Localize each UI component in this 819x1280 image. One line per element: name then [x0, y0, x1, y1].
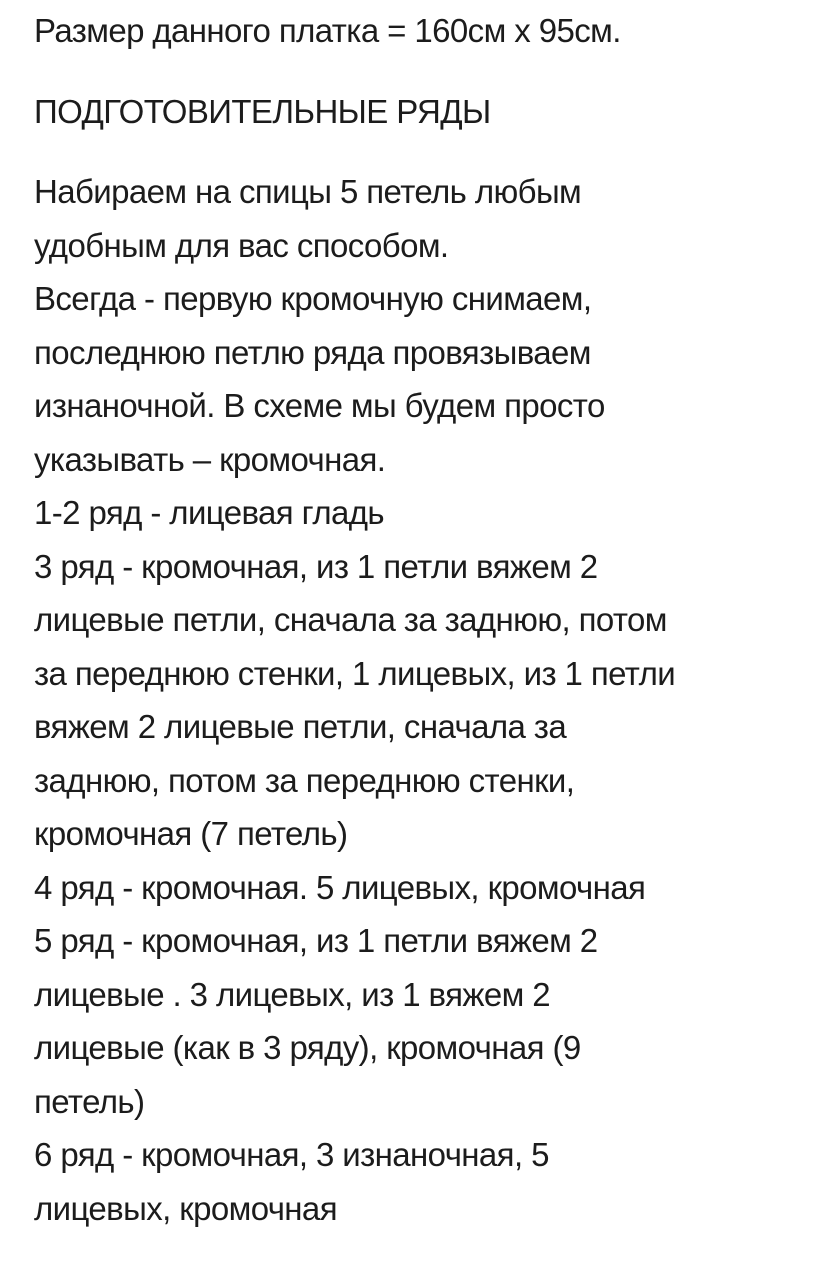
text-line: удобным для вас способом.: [34, 226, 449, 264]
spacer: [34, 58, 814, 85]
spacer: [34, 138, 814, 165]
text-line: лицевых, кромочная: [34, 1189, 337, 1227]
text-line: лицевые . 3 лицевых, из 1 вяжем 2: [34, 975, 550, 1013]
text-line: лицевые петли, сначала за заднюю, потом: [34, 601, 667, 638]
row-5-line: 5 ряд - кромочная, из 1 петли вяжем 2: [34, 922, 598, 959]
section-heading: ПОДГОТОВИТЕЛЬНЫЕ РЯДЫ: [34, 92, 491, 130]
row-1-2-line: 1-2 ряд - лицевая гладь: [34, 494, 384, 531]
text-line: за переднюю стенки, 1 лицевых, из 1 петли: [34, 654, 676, 692]
shawl-size-line: Размер данного платка = 160см х 95см.: [34, 12, 621, 49]
text-line: кромочная (7 петель): [34, 815, 348, 852]
text-line: Набираем на спицы 5 петель любым: [34, 173, 582, 210]
text-line: указывать – кромочная.: [34, 440, 386, 478]
instructions-body: [34, 165, 814, 1235]
text-line: изнаночной. В схеме мы будем просто: [34, 387, 605, 424]
text-line: заднюю, потом за переднюю стенки,: [34, 761, 575, 799]
row-4-line: 4 ряд - кромочная. 5 лицевых, кромочная: [34, 868, 646, 906]
row-6-line: 6 ряд - кромочная, 3 изнаночная, 5: [34, 1136, 549, 1173]
text-line: Всегда - первую кромочную снимаем,: [34, 280, 592, 317]
text-line: лицевые (как в 3 ряду), кромочная (9: [34, 1029, 581, 1066]
text-line: петель): [34, 1082, 145, 1120]
row-3-line: 3 ряд - кромочная, из 1 петли вяжем 2: [34, 547, 598, 585]
document-page: [34, 0, 814, 1235]
text-line: вяжем 2 лицевые петли, сначала за: [34, 708, 567, 745]
text-line: последнюю петлю ряда провязываем: [34, 333, 591, 371]
